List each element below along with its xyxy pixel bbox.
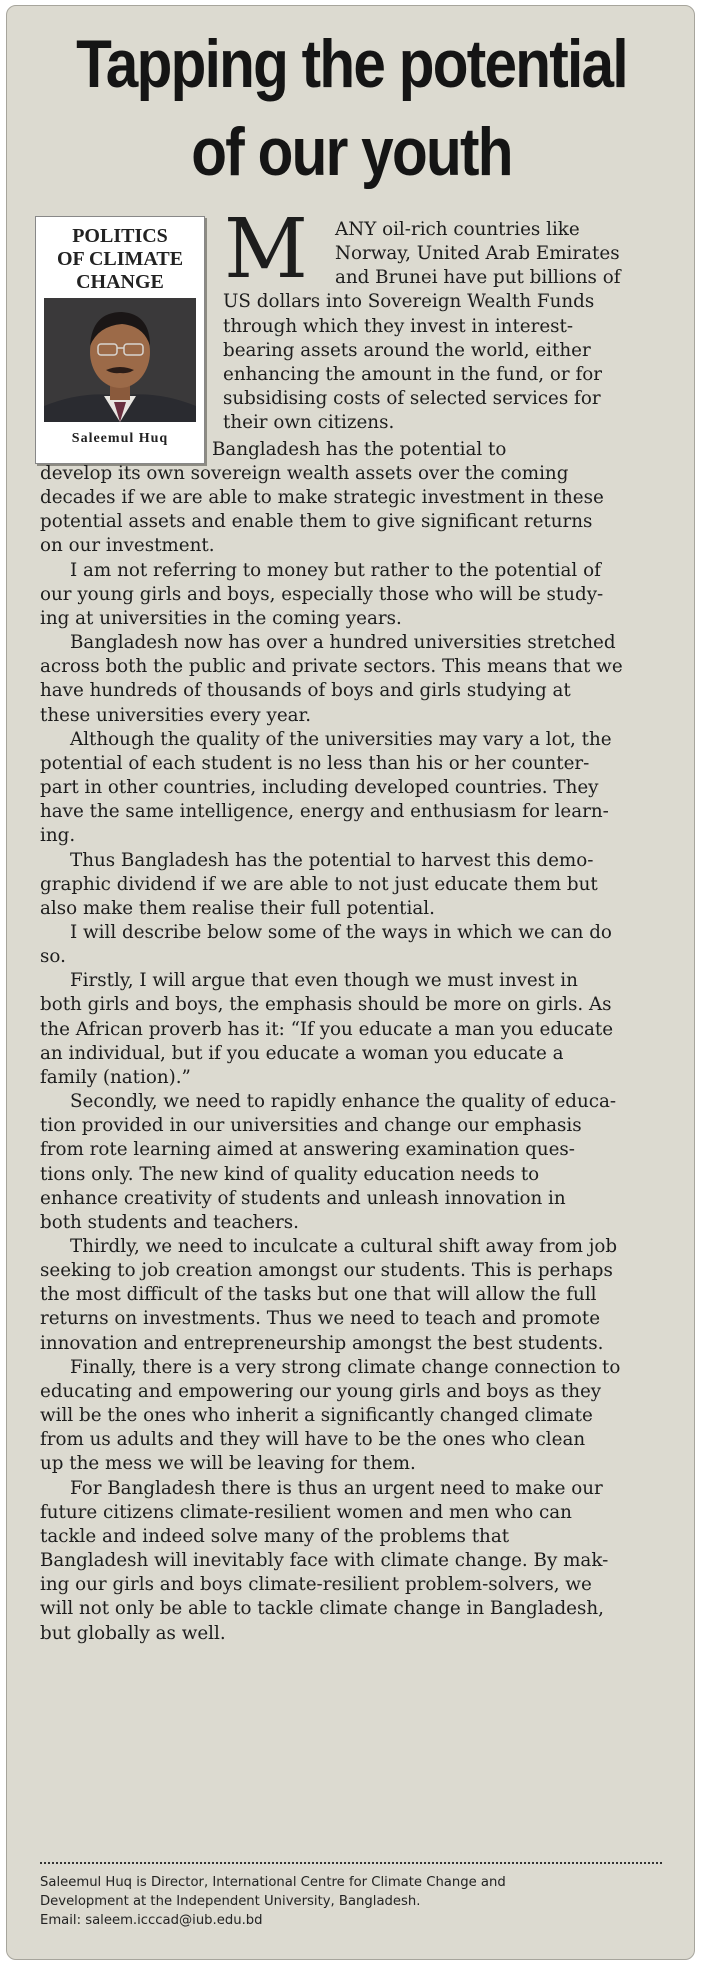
body-line: on our investment.: [40, 535, 215, 557]
lead-line: Norway, United Arab Emirates: [335, 243, 620, 265]
body-line: from us adults and they will have to be the ones who clean: [40, 1429, 586, 1451]
body-line: graphic dividend if we are able to not just educate them but: [40, 873, 598, 895]
column-kicker: [44, 225, 196, 294]
kicker-line: CHANGE: [76, 271, 164, 293]
body-line: part in other countries, including developed countries. They: [40, 777, 599, 799]
body-line: have hundreds of thousands of boys and girls studying at: [40, 680, 571, 702]
headline-line-1: Tapping the potential: [76, 26, 627, 102]
body-line: but globally as well.: [40, 1622, 226, 1644]
body-line: develop its own sovereign wealth assets over the coming: [40, 463, 569, 484]
article-body: [40, 439, 670, 1646]
lead-line: through which they invest in interest-: [223, 315, 574, 337]
body-line: both girls and boys, the emphasis should be more on girls. As: [40, 994, 612, 1016]
body-line: returns on investments. Thus we need to teach and promote: [40, 1308, 601, 1330]
kicker-line: POLITICS: [72, 225, 168, 247]
body-line: have the same intelligence, energy and enthusiasm for learn-: [40, 801, 609, 823]
lead-line: their own citizens.: [223, 412, 395, 434]
column-badge: [35, 216, 205, 464]
body-line: Thirdly, we need to inculcate a cultural shift away from job: [70, 1236, 618, 1257]
body-line: an individual, but if you educate a woman you educate a: [40, 1042, 564, 1064]
body-line: potential assets and enable them to give significant returns: [40, 511, 593, 533]
body-line: will not only be able to tackle climate change in Bangladesh,: [40, 1598, 604, 1620]
headline: [55, 20, 648, 196]
body-line: decades if we are able to make strategic investment in these: [40, 487, 604, 509]
body-line: both students and teachers.: [40, 1211, 299, 1233]
lead-line: US dollars into Sovereign Wealth Funds: [223, 291, 595, 313]
lead-line: and Brunei have put billions of: [335, 267, 621, 289]
body-line: Secondly, we need to rapidly enhance the quality of educa-: [70, 1091, 617, 1113]
body-line: our young girls and boys, especially those who will be study-: [40, 583, 604, 605]
author-footer: [40, 1873, 670, 1930]
footer-email: Email: saleem.icccad@iub.edu.bd: [40, 1913, 263, 1928]
body-line: educating and empowering our young girls and boys as they: [40, 1380, 602, 1402]
body-line: the most difficult of the tasks but one that will allow the full: [40, 1284, 597, 1306]
body-line: For Bangladesh there is thus an urgent need to make our: [70, 1477, 603, 1499]
author-photo: [44, 298, 196, 422]
body-line: Firstly, I will argue that even though we must invest in: [70, 970, 578, 992]
drop-cap: M: [224, 202, 308, 297]
footer-divider: [40, 1862, 662, 1864]
body-line: tion provided in our universities and change our emphasis: [40, 1115, 582, 1137]
body-line: also make them realise their full potential.: [40, 897, 435, 919]
body-line: tackle and indeed solve many of the problems that: [40, 1525, 510, 1547]
body-line: Bangladesh has the potential to: [212, 439, 507, 460]
body-line: across both the public and private sectors. This means that we: [40, 656, 623, 678]
body-line: will be the ones who inherit a significantly changed climate: [40, 1405, 593, 1427]
body-line: Bangladesh now has over a hundred universities stretched: [70, 632, 616, 654]
body-line: innovation and entrepreneurship amongst the best students.: [40, 1332, 604, 1354]
body-line: future citizens climate-resilient women and men who can: [40, 1501, 572, 1523]
footer-line: Saleemul Huq is Director, International Centre for Climate Change and: [40, 1875, 506, 1890]
body-line: the African proverb has it: “If you educate a man you educate: [40, 1018, 614, 1040]
body-line: from rote learning aimed at answering examination ques-: [40, 1139, 575, 1161]
body-line: ing.: [40, 825, 76, 847]
body-line: ing at universities in the coming years.: [40, 607, 402, 629]
body-line: so.: [40, 946, 66, 968]
body-line: enhance creativity of students and unleash innovation in: [40, 1187, 566, 1209]
lead-paragraph: [223, 218, 663, 435]
author-byline: Saleemul Huq: [71, 431, 169, 446]
lead-line: bearing assets around the world, either: [223, 339, 591, 361]
body-line: potential of each student is no less than his or her counter-: [40, 752, 590, 774]
body-line: Finally, there is a very strong climate change connection to: [70, 1356, 621, 1378]
body-line: seeking to job creation amongst our students. This is perhaps: [40, 1260, 613, 1282]
footer-line: Development at the Independent University, Bangladesh.: [40, 1894, 421, 1909]
lead-line: enhancing the amount in the fund, or for: [223, 363, 602, 385]
body-line: Thus Bangladesh has the potential to harvest this demo-: [70, 849, 594, 871]
body-line: I am not referring to money but rather to the potential of: [70, 559, 601, 581]
body-line: these universities every year.: [40, 704, 312, 726]
lead-line: subsidising costs of selected services for: [223, 388, 601, 410]
body-line: family (nation).”: [40, 1066, 191, 1088]
body-line: I will describe below some of the ways in which we can do: [70, 921, 612, 943]
body-line: ing our girls and boys climate-resilient problem-solvers, we: [40, 1574, 592, 1596]
body-line: up the mess we will be leaving for them.: [40, 1453, 416, 1475]
body-line: Bangladesh will inevitably face with climate change. By mak-: [40, 1550, 609, 1572]
body-line: tions only. The new kind of quality education needs to: [40, 1163, 540, 1185]
headline-line-2: of our youth: [191, 114, 512, 190]
lead-line: ANY oil-rich countries like: [335, 219, 580, 240]
body-line: Although the quality of the universities may vary a lot, the: [70, 728, 612, 750]
kicker-line: OF CLIMATE: [56, 248, 184, 270]
